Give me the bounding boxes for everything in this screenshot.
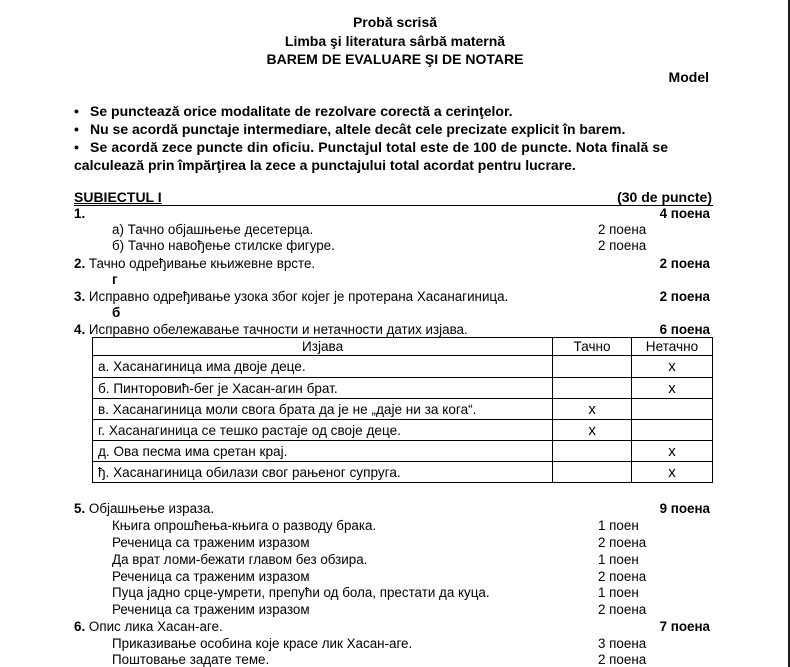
- table-row: [93, 462, 713, 483]
- doc-title-line3: BAREM DE EVALUARE ŞI DE NOTARE: [266, 51, 524, 67]
- q6-item-points: 2 поена: [598, 652, 647, 667]
- q5-item: Реченица са траженим изразом: [112, 569, 310, 584]
- bullet-3-continued: calculează prin împărţirea la zece a punctajului total acordat pentru lucrare.: [74, 157, 576, 173]
- statement-cell: г. Хасанагиница се тешко растаје од своје деце.: [93, 420, 553, 441]
- header-statement: Изјава: [93, 338, 553, 356]
- q1-points: 4 поена: [659, 206, 710, 221]
- doc-title-line2: Limba şi literatura sârbă maternă: [284, 33, 506, 49]
- q3-points: 2 поена: [659, 289, 710, 304]
- q5-item: Да врат ломи-бежати главом без обзира.: [112, 552, 368, 567]
- q6-item: Поштовање задате теме.: [112, 652, 270, 667]
- q3-line: 3. Исправно одређивање узока због којег је протерана Хасанагиница.: [74, 289, 509, 304]
- table-row: [93, 378, 713, 399]
- q4-points: 6 поена: [659, 322, 710, 337]
- model-label: Model: [668, 69, 709, 85]
- table-row: [93, 399, 713, 420]
- false-mark: x: [632, 462, 713, 483]
- statement-cell: б. Пинторовић-бег је Хасан-агин брат.: [93, 378, 553, 399]
- subject-title: SUBIECTUL I: [74, 189, 162, 205]
- table-row: [93, 441, 713, 462]
- statement-cell: в. Хасанагиница моли свога брата да је не „даје ни за кога“.: [93, 399, 553, 420]
- bullet-1: • Se punctează orice modalitate de rezolvare corectă a cerinţelor.: [74, 103, 513, 119]
- doc-title-line1: Probă scrisă: [352, 14, 438, 30]
- q5-item-points: 1 поен: [598, 518, 639, 533]
- q4-table: [92, 337, 713, 483]
- bullet-3: • Se acordă zece puncte din oficiu. Punctajul total este de 100 de puncte. Nota finală se: [74, 139, 669, 155]
- true-mark: [553, 356, 632, 378]
- q2-line: 2. Тачно одређивање књижевне врсте.: [74, 256, 316, 271]
- q5-item: Реченица са траженим изразом: [112, 602, 310, 617]
- bullet-2: • Nu se acordă punctaje intermediare, altele decât cele precizate explicit în barem.: [74, 121, 626, 137]
- q2-answer: г: [112, 272, 118, 287]
- header-true: Тачно: [553, 338, 632, 356]
- q5-item-points: 2 поена: [598, 602, 647, 617]
- q6-item: Приказивање особина које красе лик Хасан-аге.: [112, 636, 413, 651]
- true-mark: x: [553, 399, 632, 420]
- table-header-row: [93, 338, 713, 356]
- q5-item-points: 2 поена: [598, 535, 647, 550]
- q5-item-points: 2 поена: [598, 569, 647, 584]
- true-mark: [553, 462, 632, 483]
- q6-points: 7 поена: [659, 619, 710, 634]
- q2-points: 2 поена: [659, 256, 710, 271]
- table-row: [93, 420, 713, 441]
- statement-cell: д. Ова песма има сретан крај.: [93, 441, 553, 462]
- q5-item-points: 1 поен: [598, 552, 639, 567]
- table-row: [93, 356, 713, 378]
- header-false: Нетачно: [632, 338, 713, 356]
- q5-points: 9 поена: [659, 501, 710, 516]
- q6-line: 6. Опис лика Хасан-аге.: [74, 619, 223, 634]
- q5-item: Пуца јадно срце-умрети, препући од бола, престати да куца.: [112, 585, 490, 600]
- q3-answer: б: [112, 305, 121, 320]
- q1-item-b-points: 2 поена: [598, 238, 647, 253]
- q5-item: Реченица са траженим изразом: [112, 535, 310, 550]
- q1-item-a: а) Тачно објашњење десетерца.: [112, 222, 314, 237]
- q1-item-b: б) Тачно навођење стилске фигуре.: [112, 238, 335, 253]
- q5-item-points: 1 поен: [598, 585, 639, 600]
- false-mark: x: [632, 356, 713, 378]
- subject-points: (30 de puncte): [617, 189, 712, 205]
- false-mark: [632, 399, 713, 420]
- true-mark: x: [553, 420, 632, 441]
- q1-number: 1.: [74, 206, 86, 221]
- q4-line: 4. Исправно обележавање тачности и нетачности датих изјава.: [74, 322, 468, 337]
- q1-item-a-points: 2 поена: [598, 222, 647, 237]
- subject-underline: [74, 205, 713, 206]
- q5-item: Књига опрошћења-књига о разводу брака.: [112, 518, 377, 533]
- statement-cell: а. Хасанагиница има двоје деце.: [93, 356, 553, 378]
- true-mark: [553, 378, 632, 399]
- false-mark: x: [632, 378, 713, 399]
- q6-item-points: 3 поена: [598, 636, 647, 651]
- false-mark: x: [632, 441, 713, 462]
- false-mark: [632, 420, 713, 441]
- q5-line: 5. Објашњење израза.: [74, 501, 215, 516]
- true-mark: [553, 441, 632, 462]
- statement-cell: ђ. Хасанагиница обилази свог рањеног супруга.: [93, 462, 553, 483]
